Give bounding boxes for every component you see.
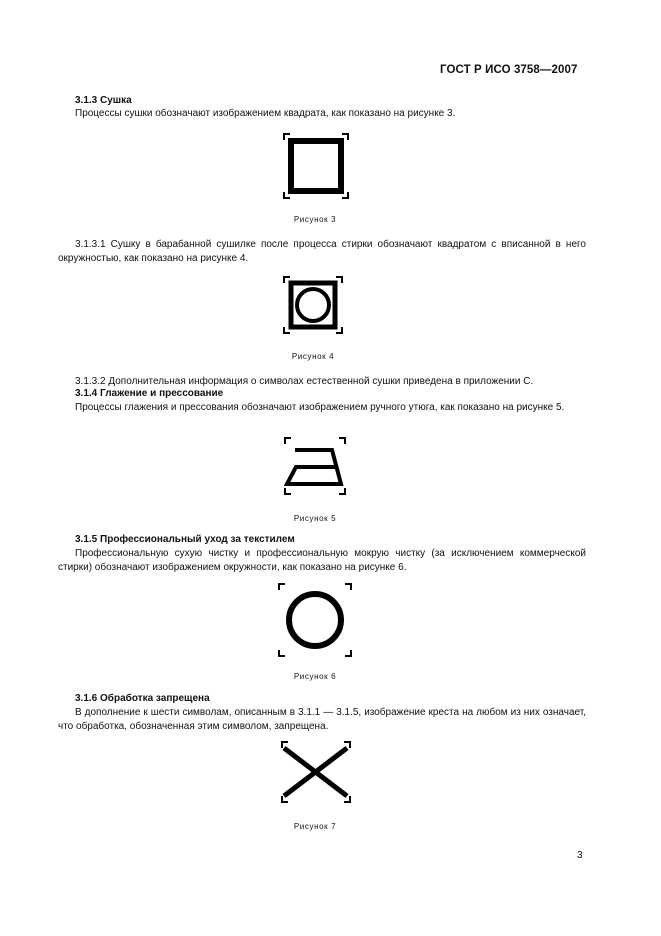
square-drying-icon — [283, 133, 349, 199]
section-heading-3-1-6: 3.1.6 Обработка запрещена — [75, 693, 210, 704]
figure-caption-6: Рисунок 6 — [293, 672, 337, 681]
section-text-3-1-4: Процессы глажения и прессования обозначают изображением ручного утюга, как показано на рисунке 5. — [75, 402, 565, 413]
section-heading-3-1-3: 3.1.3 Сушка — [75, 95, 132, 106]
section-text-3-1-5: Профессиональную сухую чистку и профессиональную мокрую чистку (за исключением коммерческой стирки) обозначают изображением окружности, как показано на рисунке 6. — [58, 548, 586, 573]
professional-care-circle-icon — [278, 583, 352, 657]
section-heading-3-1-4: 3.1.4 Глажение и прессование — [75, 388, 224, 399]
document-id-header: ГОСТ Р ИСО 3758—2007 — [440, 64, 578, 76]
section-text-3-1-3: Процессы сушки обозначают изображением квадрата, как показано на рисунке 3. — [75, 108, 456, 119]
figure-caption-7: Рисунок 7 — [293, 822, 337, 831]
page-number: 3 — [577, 850, 583, 861]
section-text-3-1-6: В дополнение к шести символам, описанным в 3.1.1 — 3.1.5, изображение креста на любом из них означает, что обработка, обозначенная этим символом, запрещена. — [58, 707, 586, 732]
figure-caption-3: Рисунок 3 — [293, 215, 337, 224]
iron-icon — [284, 437, 346, 495]
cross-prohibited-icon — [281, 741, 351, 803]
figure-caption-5: Рисунок 5 — [293, 514, 337, 523]
figure-caption-4: Рисунок 4 — [291, 352, 335, 361]
section-heading-3-1-5: 3.1.5 Профессиональный уход за текстилем — [75, 534, 295, 545]
tumble-dry-icon — [283, 276, 343, 334]
section-text-3-1-3-1: 3.1.3.1 Сушку в барабанной сушилке после процесса стирки обозначают квадратом с вписанной в него окружностью, как показано на рисунке 4. — [58, 239, 586, 264]
section-text-3-1-3-2: 3.1.3.2 Дополнительная информация о символах естественной сушки приведена в приложении С. — [75, 376, 534, 387]
